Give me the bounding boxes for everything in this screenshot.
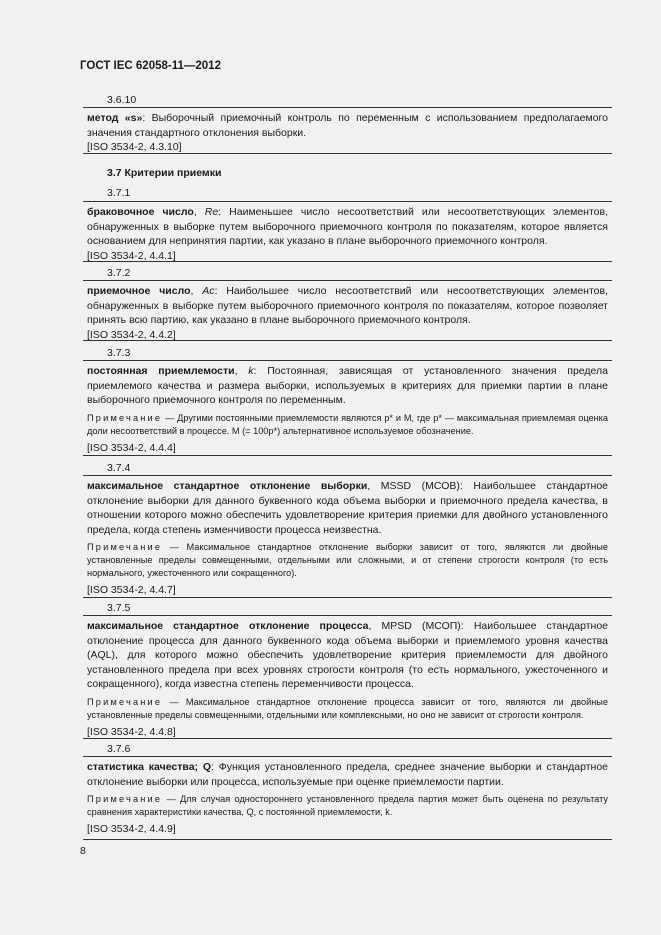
reference: [ISO 3534-2, 4.4.2]: [87, 328, 176, 341]
entry-number: 3.7.2: [107, 267, 131, 279]
definition-box-3-7-2: приемочное число, Ac: Наибольшее число несоответствий или несоответствующих элементов, обнаруженных в выборке путем выборочного приемочного контроля по показателям, которое позволяет принять всю партию, как указано в плане выборочного приемочного контроля. [ISO 3534-2, 4.4.2]: [83, 280, 612, 341]
entry-number: 3.7.1: [107, 187, 131, 199]
section-heading: 3.7 Критерии приемки: [107, 167, 222, 179]
reference: [ISO 3534-2, 4.4.9]: [87, 823, 176, 835]
document-header: ГОСТ IEC 62058-11—2012: [80, 60, 221, 72]
note-text: — Для случая одностороннего установленного предела партия может быть оценена по результату сравнения характеристики качества, Q, с постоянной приемлемости, k.: [87, 794, 608, 817]
symbol: Re: [204, 206, 219, 218]
note-label: Примечание: [87, 696, 163, 707]
note-label: Примечание: [87, 542, 163, 552]
entry-number: 3.7.4: [107, 462, 131, 474]
definition-box-3-7-1: браковочное число, Re: Наименьшее число несоответствий или несоответствующих элементов, обнаруженных в выборке путем выборочного приемочного контроля по показателям, которое является основанием для непринятия партии, как указано в плане выборочного приемочного контроля. [ISO 3534-2, 4.4.1]: [83, 201, 612, 262]
definition-box-3-7-3: постоянная приемлемости, k: Постоянная, зависящая от установленного значения предела приемлемого качества и размера выборки, используемых в критериях для приемки партии в плане выборочного приемочного контроля по переменным. Примечание — Другими постоянными приемлемости являются p* и M, где p* — максимальная приемлемая оценка доли несоответствий в процессе. M (= 100p*) альтернативное используемое обозначение. [ISO 3534-2, 4.4.4]: [83, 360, 612, 456]
entry-number: 3.7.5: [107, 602, 131, 614]
note-text: — Максимальное стандартное отклонение выборки зависит от того, являются ли двойные установленные пределы совмещенными, отдельными или сложными, и от степени строгости контроля (то есть нормального, ужесточенного или сокращенного).: [87, 542, 608, 578]
entry-number: 3.6.10: [107, 94, 137, 106]
reference: [ISO 3534-2, 4.4.8]: [87, 725, 176, 738]
reference: [ISO 3534-2, 4.4.7]: [87, 584, 176, 596]
definition-text: , MSSD (МСОВ): Наибольшее стандартное отклонение выборки для данного буквенного кода объема выборки и приемочного предела качества, в отношении которого можно обеспечить удовлетворение критерия приемки для двойного установленного предела, когда степень изменчивости процесса неизвестна.: [87, 480, 608, 536]
note-label: Примечание: [87, 794, 163, 804]
term: постоянная приемлемости: [87, 365, 235, 377]
definition-text: : Наибольшее число несоответствий или несоответствующих элементов, обнаруженных в выборке путем выборочного приемочного контроля по показателям, которое позволяет принять всю партию, как указано в плане выборочного приемочного контроля.: [87, 285, 608, 326]
page-number: 8: [80, 845, 86, 857]
definition-box-3-7-5: [83, 615, 612, 739]
definition-box-3-6-10: [83, 107, 612, 154]
note-text: — Другими постоянными приемлемости являются p* и M, где p* — максимальная приемлемая оценка доли несоответствий в процессе. M (= 100p*) альтернативное используемое обозначение.: [87, 412, 608, 436]
definition-text: : Наименьшее число несоответствий или несоответствующих элементов, обнаруженных в выборке путем выборочного приемочного контроля по показателям, которое является основанием для непринятия партии, как указано в плане выборочного приемочного контроля.: [87, 206, 609, 247]
reference: [ISO 3534-2, 4.4.4]: [87, 441, 176, 454]
entry-number: 3.7.6: [107, 743, 131, 755]
definition-box-3-7-6: [83, 756, 612, 840]
definition-text: : Выборочный приемочный контроль по переменным с использованием предполагаемого значения стандартного отклонения выборки.: [87, 112, 608, 139]
term: браковочное число: [87, 206, 194, 218]
definition-box-3-7-4: [83, 475, 612, 598]
note-text: — Максимальное стандартное отклонение процесса зависит от того, являются ли двойные установленные пределы совмещенными, отдельными или комплексными, но оно не зависит от строгости контроля.: [87, 696, 608, 720]
term: максимальное стандартное отклонение процесса: [87, 620, 369, 632]
entry-number: 3.7.3: [107, 347, 131, 359]
term: максимальное стандартное отклонение выборки: [87, 480, 368, 492]
definition-text: : Постоянная, зависящая от установленного значения предела приемлемого качества и размера выборки, используемых в критериях для приемки партии в плане выборочного приемочного контроля по переменным.: [87, 365, 609, 406]
symbol: Ac: [202, 285, 215, 297]
reference: [ISO 3534-2, 4.3.10]: [87, 141, 182, 153]
definition-text: : Функция установленного предела, среднее значение выборки и стандартное отклонение выборки или процесса, используемые при оценке приемлемости партии.: [87, 761, 609, 788]
definition-text: , MPSD (МСОП): Наибольшее стандартное отклонение процесса для данного буквенного кода объема выборки и приемлемого уровня качества (AQL), для которого можно обеспечить удовлетворение критерия приемлемости для двойного установленного предела при всех уровнях строгости контроля (то есть нормального, ужесточенного и сокращенного), когда известна степень переменчивости процесса.: [87, 620, 608, 690]
symbol: k: [248, 365, 254, 377]
term: метод «s»: [87, 112, 143, 124]
term: статистика качества; Q: [87, 761, 212, 773]
reference: [ISO 3534-2, 4.4.1]: [87, 249, 176, 262]
note-label: Примечание: [87, 412, 163, 423]
term: приемочное число: [87, 285, 191, 297]
